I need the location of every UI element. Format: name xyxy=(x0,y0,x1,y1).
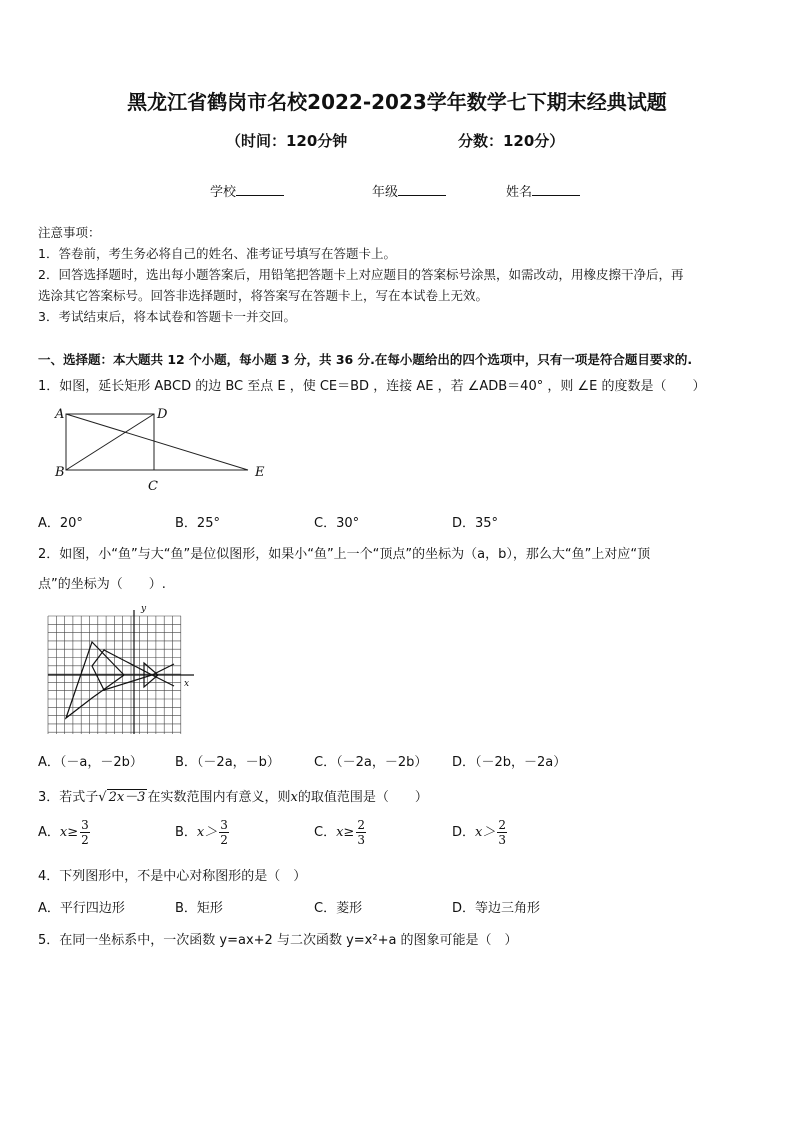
q3-var: x xyxy=(290,790,298,805)
q5-stem: 5．在同一坐标系中，一次函数 y=ax+2 与二次函数 y=x²+a 的图象可能是（ ） xyxy=(38,933,518,948)
q3-option-c-label: C． xyxy=(314,825,337,840)
exam-score: 分数：120分） xyxy=(458,132,565,150)
frac-den: 2 xyxy=(220,833,228,847)
q3-stem-b: 在实数范围内有意义，则 xyxy=(147,790,291,805)
frac-den: 2 xyxy=(81,833,89,847)
label-b: B xyxy=(55,465,65,480)
segment-ae xyxy=(66,414,248,470)
q3-option-a-frac xyxy=(80,818,90,847)
q3-option-d[interactable] xyxy=(452,818,507,847)
q3-stem-c: 的取值范围是（ ） xyxy=(297,790,428,805)
fish-body xyxy=(92,650,152,690)
q3-option-b-rel: x＞ xyxy=(196,825,218,840)
y-axis-label: y xyxy=(141,604,147,614)
q3-option-b-label: B． xyxy=(175,825,197,840)
frac-den: 3 xyxy=(357,833,365,847)
q3-option-c-frac xyxy=(356,818,366,847)
q3-option-a[interactable] xyxy=(38,818,90,847)
q3-option-b[interactable] xyxy=(175,818,229,847)
frac-num: 2 xyxy=(357,818,365,832)
frac-num: 2 xyxy=(498,818,506,832)
q3-radicand: 2x－3 xyxy=(108,790,146,805)
exam-time: （时间：120分钟 xyxy=(226,132,348,150)
q3-option-d-frac xyxy=(497,818,507,847)
q2-option-a[interactable]: A．（－a，－2b） xyxy=(38,755,143,770)
q1-option-a[interactable]: A．20° xyxy=(38,516,83,531)
label-d: D xyxy=(157,407,168,422)
q1-option-d[interactable]: D．35° xyxy=(452,516,499,531)
label-a: A xyxy=(55,407,65,422)
q3-option-a-rel: x≥ xyxy=(59,825,79,840)
q3-stem xyxy=(38,786,428,805)
notice-heading: 注意事项： xyxy=(38,225,101,240)
q1-stem: 1．如图，延长矩形 ABCD 的边 BC 至点 E ，使 CE＝BD ，连接 AE ，若 ∠ADB＝40° ，则 ∠E 的度数是（ ） xyxy=(38,379,706,394)
school-field xyxy=(210,181,284,200)
q4-option-d[interactable]: D．等边三角形 xyxy=(452,901,541,916)
q4-option-a[interactable]: A．平行四边形 xyxy=(38,901,125,916)
q2-option-c[interactable]: C．（－2a，－2b） xyxy=(314,755,428,770)
q2-option-d[interactable]: D．（－2b，－2a） xyxy=(452,755,567,770)
sqrt-icon: √ xyxy=(98,790,107,805)
notice-line-3: 3．考试结束后，将本试卷和答题卡一并交回。 xyxy=(38,309,296,324)
q2-stem-line2: 点”的坐标为（ ）. xyxy=(38,577,166,592)
q2-fish-grid-figure xyxy=(44,602,196,738)
q4-option-c[interactable]: C．菱形 xyxy=(314,901,363,916)
name-blank[interactable] xyxy=(532,183,580,196)
q3-option-d-label: D． xyxy=(452,825,476,840)
label-e: E xyxy=(255,465,265,480)
q1-option-c[interactable]: C．30° xyxy=(314,516,360,531)
q1-rectangle-figure xyxy=(52,404,272,496)
grade-field xyxy=(372,181,446,200)
notice-line-2b: 选涂其它答案标号。回答非选择题时，将答案写在答题卡上，写在本试卷上无效。 xyxy=(38,288,489,303)
x-axis-label: x xyxy=(184,679,190,689)
section-heading: 一、选择题：本大题共 12 个小题，每小题 3 分，共 36 分.在每小题给出的四个选项中，只有一项是符合题目要求的. xyxy=(38,352,693,367)
grade-label: 年级 xyxy=(372,185,399,200)
label-c: C xyxy=(148,479,158,494)
q1-option-b[interactable]: B．25° xyxy=(175,516,220,531)
q2-option-b[interactable]: B．（－2a，－b） xyxy=(175,755,280,770)
page-title: 黑龙江省鹤岗市名校2022-2023学年数学七下期末经典试题 xyxy=(127,90,667,114)
q3-option-c[interactable] xyxy=(314,818,366,847)
q3-option-d-rel: x＞ xyxy=(475,825,496,840)
q3-option-b-frac xyxy=(219,818,229,847)
school-blank[interactable] xyxy=(236,183,284,196)
grade-blank[interactable] xyxy=(398,183,446,196)
q2-stem-line1: 2．如图，小“鱼”与大“鱼”是位似图形，如果小“鱼”上一个“顶点”的坐标为（a，b），那么大“鱼”上对应“顶 xyxy=(38,547,651,562)
small-fish-tail-bottom xyxy=(152,675,174,686)
q4-option-b[interactable]: B．矩形 xyxy=(175,901,223,916)
diagonal-bd xyxy=(66,414,154,470)
name-label: 姓名 xyxy=(506,185,533,200)
q3-stem-a: 3．若式子 xyxy=(38,790,99,805)
big-fish xyxy=(66,642,124,718)
frac-num: 3 xyxy=(220,818,228,832)
q3-option-a-label: A． xyxy=(38,825,60,840)
school-label: 学校 xyxy=(210,185,237,200)
q3-option-c-rel: x≥ xyxy=(336,825,355,840)
q4-stem: 4．下列图形中，不是中心对称图形的是（ ） xyxy=(38,869,307,884)
frac-num: 3 xyxy=(81,818,89,832)
notice-line-2a: 2．回答选择题时，选出每小题答案后，用铅笔把答题卡上对应题目的答案标号涂黑，如需改动，用橡皮擦干净后，再 xyxy=(38,267,684,282)
name-field xyxy=(506,181,580,200)
notice-block xyxy=(38,222,683,327)
notice-line-1: 1．答卷前，考生务必将自己的姓名、准考证号填写在答题卡上。 xyxy=(38,246,396,261)
frac-den: 3 xyxy=(498,833,506,847)
